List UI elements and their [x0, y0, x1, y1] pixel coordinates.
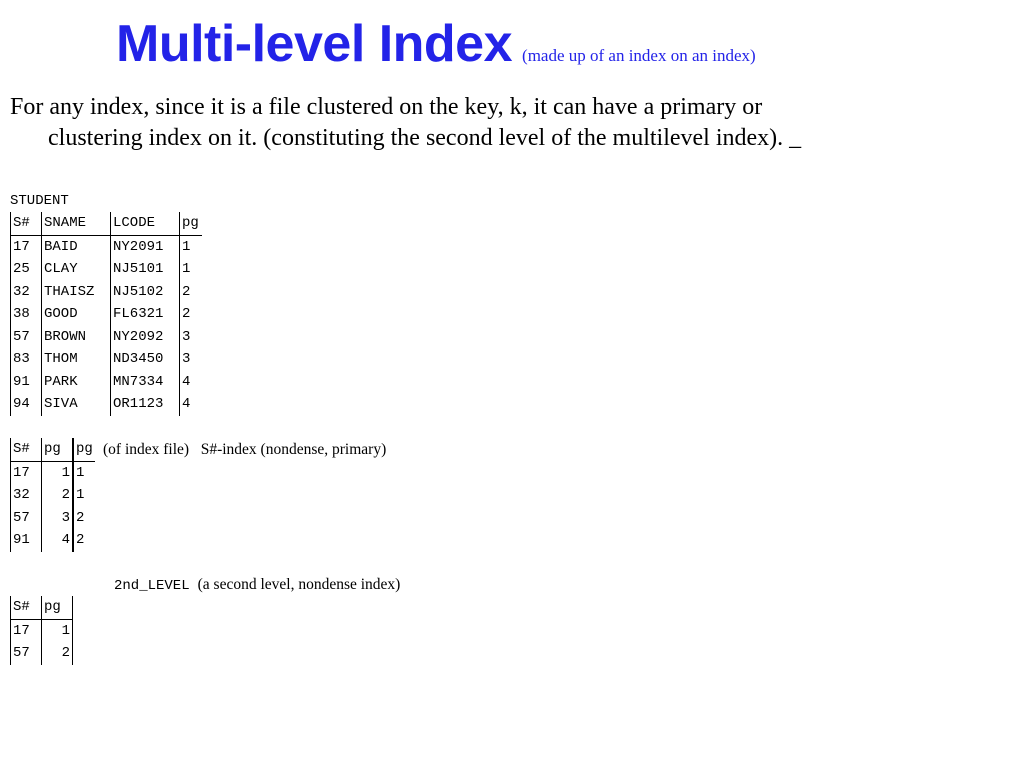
table-cell: OR1123: [111, 393, 180, 416]
table-cell: 1: [180, 258, 203, 281]
table-row: [11, 371, 203, 394]
table-cell: 1: [42, 619, 73, 642]
table-cell: 3: [42, 507, 74, 530]
table-row: [11, 529, 95, 552]
second-level-table: [10, 596, 73, 665]
table-row: [11, 281, 203, 304]
table-cell: NY2092: [111, 326, 180, 349]
table-header-cell: S#: [11, 212, 42, 235]
table-header-row: [11, 596, 73, 619]
table-header-row: [11, 212, 203, 235]
table-row: [11, 303, 203, 326]
table-cell: 4: [180, 393, 203, 416]
paragraph-line-2: clustering index on it. (constituting the second level of the multilevel index). _: [48, 125, 802, 151]
table-cell: 3: [180, 326, 203, 349]
table-row: [11, 642, 73, 665]
table-header-cell: S#: [11, 596, 42, 619]
index-file-pg-note: (of index file): [103, 441, 190, 458]
table-header-cell: LCODE: [111, 212, 180, 235]
table-cell: THAISZ: [42, 281, 111, 304]
table-cell: PARK: [42, 371, 111, 394]
table-cell: 17: [11, 461, 42, 484]
table-cell: 3: [180, 348, 203, 371]
table-row: [11, 326, 203, 349]
slide-subtitle: (made up of an index on an index): [522, 46, 756, 65]
table-header-row: [11, 438, 95, 461]
table-cell: 83: [11, 348, 42, 371]
intro-paragraph: [10, 92, 1010, 154]
table-row: [11, 484, 95, 507]
table-cell: 17: [11, 619, 42, 642]
table-cell: 91: [11, 371, 42, 394]
table-cell: FL6321: [111, 303, 180, 326]
table-cell: NJ5101: [111, 258, 180, 281]
student-label: STUDENT: [10, 193, 69, 209]
s-index-table: [10, 438, 95, 552]
table-cell: CLAY: [42, 258, 111, 281]
table-row: [11, 258, 203, 281]
table-cell: 4: [42, 529, 74, 552]
table-cell: 1: [73, 461, 95, 484]
table-cell: 2: [180, 281, 203, 304]
table-row: [11, 393, 203, 416]
table-cell: 2: [73, 507, 95, 530]
table-cell: 38: [11, 303, 42, 326]
table-cell: 57: [11, 642, 42, 665]
table-row: [11, 461, 95, 484]
second-level-description: (a second level, nondense index): [197, 576, 401, 593]
table-header-cell: S#: [11, 438, 42, 461]
table-cell: 1: [73, 484, 95, 507]
table-cell: NY2091: [111, 235, 180, 258]
table-row: [11, 619, 73, 642]
slide-title: Multi-level Index: [116, 15, 513, 73]
table-cell: 57: [11, 326, 42, 349]
table-cell: GOOD: [42, 303, 111, 326]
table-cell: 91: [11, 529, 42, 552]
second-level-header: [114, 576, 400, 594]
table-cell: MN7334: [111, 371, 180, 394]
table-cell: 2: [42, 642, 73, 665]
table-header-cell: SNAME: [42, 212, 111, 235]
second-level-label: 2nd_LEVEL: [114, 578, 190, 594]
table-cell: 2: [180, 303, 203, 326]
slide-header: [116, 14, 756, 74]
table-cell: 4: [180, 371, 203, 394]
table-row: [11, 348, 203, 371]
table-cell: 32: [11, 484, 42, 507]
table-cell: ND3450: [111, 348, 180, 371]
table-cell: THOM: [42, 348, 111, 371]
table-cell: SIVA: [42, 393, 111, 416]
table-header-cell: pg: [42, 438, 74, 461]
table-cell: 94: [11, 393, 42, 416]
table-header-cell: pg: [42, 596, 73, 619]
table-cell: 1: [42, 461, 74, 484]
table-row: [11, 235, 203, 258]
table-cell: NJ5102: [111, 281, 180, 304]
table-header-cell: pg: [73, 438, 95, 461]
table-cell: BROWN: [42, 326, 111, 349]
paragraph-line-1: For any index, since it is a file clustered on the key, k, it can have a primary or: [10, 94, 763, 120]
table-cell: BAID: [42, 235, 111, 258]
table-cell: 57: [11, 507, 42, 530]
table-cell: 2: [42, 484, 74, 507]
table-cell: 2: [73, 529, 95, 552]
s-index-description: S#-index (nondense, primary): [200, 441, 387, 458]
table-cell: 32: [11, 281, 42, 304]
table-cell: 1: [180, 235, 203, 258]
table-row: [11, 507, 95, 530]
table-cell: 25: [11, 258, 42, 281]
student-table: [10, 212, 202, 416]
index-file-note: [103, 441, 386, 459]
table-cell: 17: [11, 235, 42, 258]
table-header-cell: pg: [180, 212, 203, 235]
